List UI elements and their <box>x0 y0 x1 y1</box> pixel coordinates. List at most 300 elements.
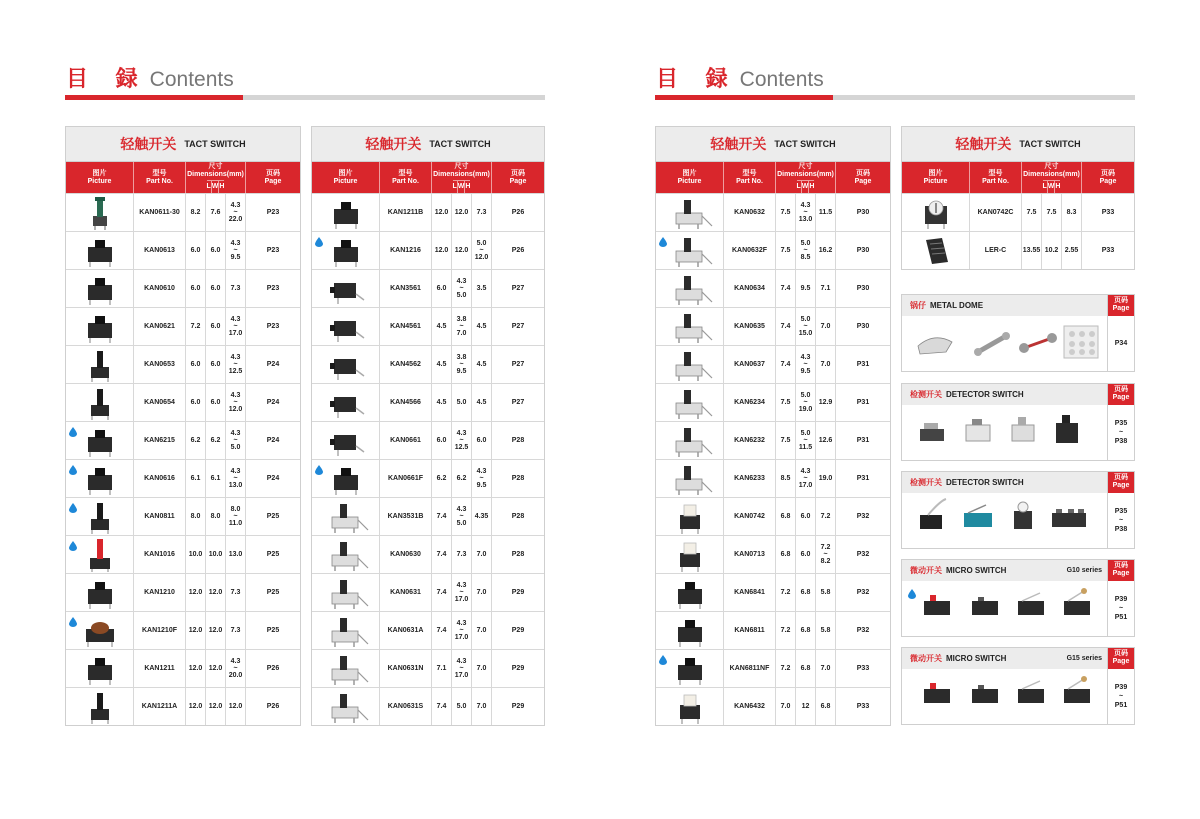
dim-w: 12.0 <box>206 574 226 611</box>
product-picture <box>312 270 380 307</box>
part-number: KAN6811NF <box>724 650 776 687</box>
tact-switch-en: TACT SWITCH <box>184 139 246 149</box>
dim-h-part: 7.3 <box>230 589 241 596</box>
dim-w-part: ~ <box>459 627 464 634</box>
product-picture <box>312 346 380 383</box>
table-row <box>312 535 544 573</box>
dim-h: 19.0 <box>816 460 836 497</box>
page-header-cn: 页码 <box>1101 169 1115 177</box>
product-picture <box>66 422 134 459</box>
dim-w-part: ~ <box>459 323 464 330</box>
dims-header-cn: 尺寸 <box>1044 163 1059 171</box>
dim-w: 8.0 <box>206 498 226 535</box>
bracket-switch-icon <box>316 576 376 612</box>
table-row <box>66 497 300 535</box>
product-picture <box>66 574 134 611</box>
product-picture <box>656 384 724 421</box>
page-number: P23 <box>266 323 280 330</box>
dim-l: 12.0 <box>186 650 206 687</box>
dim-w: 12.0 <box>206 688 226 725</box>
table-row <box>312 193 544 231</box>
dims-header-en: Dimensions(mm) <box>777 171 834 179</box>
product-picture <box>312 688 380 725</box>
dim-w-part: ~ <box>459 665 464 672</box>
part-number: KAN6432 <box>724 688 776 725</box>
page-number: P27 <box>511 361 525 368</box>
dim-h-part: 17.0 <box>228 330 243 337</box>
dim-l: 12.0 <box>186 574 206 611</box>
part-header-cn: 型号 <box>152 169 167 177</box>
dim-w: 7.5 <box>1042 194 1062 231</box>
bracket-switch-icon <box>660 234 720 270</box>
tact-switch-icon <box>316 196 376 232</box>
page-number: P32 <box>856 513 870 520</box>
dim-w: 6.2 <box>206 422 226 459</box>
page-number: P27 <box>511 285 525 292</box>
table-row <box>66 649 300 687</box>
table-column-headers <box>656 162 890 193</box>
part-number: KAN3561 <box>380 270 432 307</box>
product-picture <box>66 270 134 307</box>
dim-h-part: 11.0 <box>228 520 243 527</box>
contents-title-cn: 目 録 <box>656 67 738 92</box>
dim-h-part: ~ <box>233 399 238 406</box>
section-product-images <box>902 405 1107 460</box>
dim-w-part: 5.0 <box>456 520 467 527</box>
product-picture <box>656 308 724 345</box>
section-page-part: ~ <box>1118 517 1124 524</box>
dim-w: 6.0 <box>206 232 226 269</box>
dim-w-part: 4.3 <box>456 506 467 513</box>
dim-w: 6.0 <box>206 346 226 383</box>
dim-w: 6.0 <box>796 536 816 573</box>
dim-w-part: 17.0 <box>798 482 813 489</box>
page-number: P28 <box>511 437 525 444</box>
dim-w-part: ~ <box>459 437 464 444</box>
tact-switch-table-3 <box>655 126 891 726</box>
dim-w-part: 4.3 <box>456 278 467 285</box>
h-header: H <box>219 183 225 191</box>
table-row <box>66 459 300 497</box>
tact-switch-icon <box>660 576 720 612</box>
product-picture <box>656 194 724 231</box>
w-header: W <box>212 181 220 193</box>
section-page-part: ~ <box>1118 429 1124 436</box>
dim-w: 12.0 <box>452 232 472 269</box>
page-number: P31 <box>856 361 870 368</box>
page-number: P33 <box>1101 247 1115 254</box>
page-label-cn: 页码 <box>1114 474 1128 481</box>
dims-header-cn: 尺寸 <box>798 163 813 171</box>
dim-w: 6.8 <box>796 650 816 687</box>
tact-switch-table-1 <box>65 126 301 726</box>
tact-switch-en: TACT SWITCH <box>774 139 836 149</box>
dim-h-part: ~ <box>233 665 238 672</box>
contents-title-left <box>66 62 234 90</box>
dim-l: 6.0 <box>186 232 206 269</box>
product-picture <box>66 194 134 231</box>
dim-h: 7.0 <box>816 308 836 345</box>
dim-h-part: 4.3 <box>230 316 241 323</box>
page-number: P32 <box>856 551 870 558</box>
product-picture <box>312 536 380 573</box>
table-row <box>656 345 890 383</box>
page-number: P29 <box>511 589 525 596</box>
dim-h-part: ~ <box>233 247 238 254</box>
bracket-switch-icon <box>316 538 376 574</box>
dim-l: 4.5 <box>432 346 452 383</box>
page-number: P24 <box>266 399 280 406</box>
tact-switch-icon <box>70 272 130 308</box>
picture-header-en: Picture <box>923 177 948 185</box>
dim-l: 12.0 <box>432 194 452 231</box>
part-number: KAN1211 <box>134 650 186 687</box>
part-number: KAN0635 <box>724 308 776 345</box>
l-header: L <box>453 181 458 193</box>
table-row <box>656 193 890 231</box>
dim-l: 8.5 <box>776 460 796 497</box>
dim-w-part: 3.8 <box>456 354 467 361</box>
micro-switch-products <box>906 583 1106 633</box>
rotary-shaft-switch-icon <box>70 196 130 232</box>
part-number: KAN1210F <box>134 612 186 649</box>
detector-switch-products <box>906 407 1106 457</box>
part-number: KAN0631 <box>380 574 432 611</box>
bracket-switch-icon <box>660 272 720 308</box>
page-number: P26 <box>266 665 280 672</box>
dim-w: 12.0 <box>206 612 226 649</box>
product-picture <box>656 270 724 307</box>
page-number: P25 <box>266 589 280 596</box>
bracket-switch-icon <box>660 462 720 498</box>
table-row <box>656 421 890 459</box>
h-header: H <box>1055 183 1061 191</box>
part-number: KAN6811 <box>724 612 776 649</box>
dim-w-part: 5.0 <box>456 399 467 406</box>
dim-w-part: ~ <box>459 285 464 292</box>
page-number: P30 <box>856 323 870 330</box>
part-number: KAN4562 <box>380 346 432 383</box>
dim-w-part: 9.5 <box>800 368 811 375</box>
page-number: P30 <box>856 209 870 216</box>
product-picture <box>656 536 724 573</box>
product-picture <box>66 384 134 421</box>
h-header: H <box>809 183 815 191</box>
dim-w: 10.2 <box>1042 232 1062 269</box>
tall-tact-switch-icon <box>70 500 130 536</box>
part-number: KAN0632F <box>724 232 776 269</box>
product-picture <box>66 498 134 535</box>
micro-switch-products <box>906 671 1106 721</box>
part-number: KAN0631A <box>380 612 432 649</box>
dim-h-part: 7.3 <box>476 209 487 216</box>
dim-w: 7.6 <box>206 194 226 231</box>
page-header-en: Page <box>509 177 527 185</box>
side-switch-icon <box>316 348 376 384</box>
metal-dome-section <box>901 294 1135 372</box>
section-product-images <box>902 316 1107 371</box>
dim-h-part: 12.0 <box>228 406 243 413</box>
page-number: P24 <box>266 437 280 444</box>
tact-switch-en: TACT SWITCH <box>429 139 491 149</box>
dim-h-part: 5.0 <box>230 444 241 451</box>
dim-h-part: 4.3 <box>230 202 241 209</box>
page-label-en: Page <box>1112 482 1130 489</box>
table-row <box>312 421 544 459</box>
dim-l: 7.2 <box>776 650 796 687</box>
product-picture <box>312 460 380 497</box>
dim-h: 7.0 <box>816 346 836 383</box>
page-header-en: Page <box>1099 177 1117 185</box>
contents-title-en: Contents <box>739 68 824 91</box>
table-row <box>66 383 300 421</box>
page-label-en: Page <box>1112 305 1130 312</box>
dim-h-part: 8.0 <box>230 506 241 513</box>
part-number: KAN0613 <box>134 232 186 269</box>
product-picture <box>312 384 380 421</box>
dim-h-part: 6.8 <box>820 703 831 710</box>
picture-header-cn: 图片 <box>92 169 107 177</box>
product-picture <box>656 498 724 535</box>
bracket-switch-icon <box>660 424 720 460</box>
section-page-part: P34 <box>1114 340 1128 347</box>
section-product-images <box>902 581 1107 636</box>
dim-h-part: 7.0 <box>820 665 831 672</box>
table-row <box>312 497 544 535</box>
page-number: P26 <box>511 247 525 254</box>
dim-l: 12.0 <box>186 612 206 649</box>
led-switch-icon <box>660 500 720 536</box>
table-row <box>312 459 544 497</box>
tact-switch-icon <box>70 462 130 498</box>
table-row <box>66 421 300 459</box>
page-label-en: Page <box>1112 658 1130 665</box>
page-label-en: Page <box>1112 570 1130 577</box>
dim-h-part: 4.3 <box>230 658 241 665</box>
dim-w-part: 5.0 <box>800 392 811 399</box>
tact-switch-en: TACT SWITCH <box>1019 139 1081 149</box>
table-row <box>656 535 890 573</box>
table-row <box>656 497 890 535</box>
dim-h: 16.2 <box>816 232 836 269</box>
product-picture <box>656 574 724 611</box>
bracket-switch-icon <box>316 500 376 536</box>
page-number: P29 <box>511 703 525 710</box>
table-row <box>902 231 1134 269</box>
dim-h: 6.0 <box>472 422 492 459</box>
section-header <box>902 648 1134 669</box>
section-page-part: P51 <box>1114 614 1128 621</box>
page-number: P28 <box>511 475 525 482</box>
dim-l: 12.0 <box>186 688 206 725</box>
dim-l: 6.8 <box>776 498 796 535</box>
section-page-column <box>1107 648 1134 724</box>
part-number: KAN0654 <box>134 384 186 421</box>
dim-w-part: 5.0 <box>800 240 811 247</box>
side-switch-icon <box>316 424 376 460</box>
dim-l: 7.4 <box>432 498 452 535</box>
picture-header-en: Picture <box>677 177 702 185</box>
part-number: KAN1210 <box>134 574 186 611</box>
table-header-band <box>902 127 1134 162</box>
table-row <box>656 231 890 269</box>
dim-w-part: 4.3 <box>800 354 811 361</box>
page-header-cn: 页码 <box>511 169 525 177</box>
part-number: KAN6234 <box>724 384 776 421</box>
product-picture <box>66 612 134 649</box>
bracket-switch-icon <box>660 348 720 384</box>
tact-switch-table-4 <box>901 126 1135 270</box>
part-number: KAN0811 <box>134 498 186 535</box>
page-number: P23 <box>266 247 280 254</box>
section-title-en: DETECTOR SWITCH <box>946 478 1024 487</box>
tact-switch-icon <box>660 652 720 688</box>
contents-title-cn: 目 録 <box>66 67 148 92</box>
dim-w: 6.8 <box>796 612 816 649</box>
w-header: W <box>458 181 466 193</box>
dim-l: 6.0 <box>186 346 206 383</box>
table-row <box>312 687 544 725</box>
dim-h-part: 4.3 <box>230 430 241 437</box>
picture-header-en: Picture <box>87 177 112 185</box>
dim-w-part: 5.0 <box>456 292 467 299</box>
product-picture <box>312 194 380 231</box>
led-switch-icon <box>660 538 720 574</box>
product-picture <box>66 650 134 687</box>
section-header <box>902 384 1134 405</box>
dim-l: 7.5 <box>1022 194 1042 231</box>
detector-switch-section-1 <box>901 383 1135 461</box>
part-number: KAN0630 <box>380 536 432 573</box>
section-header <box>902 295 1134 316</box>
page-number: P29 <box>511 665 525 672</box>
product-picture <box>66 308 134 345</box>
dim-l: 7.4 <box>776 270 796 307</box>
dim-w: 6.8 <box>796 574 816 611</box>
table-row <box>312 383 544 421</box>
dim-h: 4.5 <box>472 308 492 345</box>
dim-l: 6.8 <box>776 536 796 573</box>
l-header: L <box>207 181 212 193</box>
dim-h-part: ~ <box>233 513 238 520</box>
part-header-en: Part No. <box>736 177 763 185</box>
dim-w: 10.0 <box>206 536 226 573</box>
product-picture <box>656 460 724 497</box>
dim-h: 4.5 <box>472 384 492 421</box>
part-header-cn: 型号 <box>742 169 757 177</box>
dim-l: 6.2 <box>186 422 206 459</box>
table-row <box>66 193 300 231</box>
dim-h-part: 7.3 <box>230 285 241 292</box>
page-label-cn: 页码 <box>1114 386 1128 393</box>
dim-h-part: 13.0 <box>228 551 243 558</box>
table-row <box>656 611 890 649</box>
section-title-en: MICRO SWITCH <box>946 654 1007 663</box>
dim-w-part: ~ <box>459 589 464 596</box>
product-picture <box>312 650 380 687</box>
tall-tact-switch-icon <box>70 690 130 726</box>
dims-header-cn: 尺寸 <box>208 163 223 171</box>
page-number: P23 <box>266 285 280 292</box>
dim-w-part: 4.3 <box>800 468 811 475</box>
dim-l: 7.2 <box>776 612 796 649</box>
table-row <box>312 611 544 649</box>
dim-l: 4.5 <box>432 384 452 421</box>
page-header-cn: 页码 <box>266 169 280 177</box>
dim-l: 7.4 <box>432 612 452 649</box>
section-page-column <box>1107 560 1134 636</box>
title-rule-right <box>655 95 1135 100</box>
page-number: P25 <box>266 513 280 520</box>
product-picture <box>66 688 134 725</box>
picture-header-cn: 图片 <box>928 169 943 177</box>
micro-switch-g15-section <box>901 647 1135 725</box>
section-page-part: P35 <box>1114 508 1128 515</box>
picture-header-cn: 图片 <box>338 169 353 177</box>
table-header-band <box>66 127 300 162</box>
product-picture <box>656 612 724 649</box>
title-rule-left <box>65 95 545 100</box>
dim-h-part: 4.3 <box>476 468 487 475</box>
section-product-images <box>902 669 1107 724</box>
dim-h-part: 7.1 <box>820 285 831 292</box>
dim-w-part: ~ <box>803 437 808 444</box>
dim-w-part: 17.0 <box>454 634 469 641</box>
dim-h-part: 7.2 <box>820 544 831 551</box>
dim-h: 11.5 <box>816 194 836 231</box>
table-row <box>656 687 890 725</box>
dim-w-part: ~ <box>803 209 808 216</box>
dim-h-part: ~ <box>823 551 828 558</box>
dim-h-part: 7.3 <box>230 627 241 634</box>
product-picture <box>656 422 724 459</box>
dim-w-part: ~ <box>459 513 464 520</box>
tact-switch-icon <box>70 424 130 460</box>
dim-w-part: 4.3 <box>800 202 811 209</box>
page-number: P28 <box>511 513 525 520</box>
table-row <box>66 345 300 383</box>
product-picture <box>66 346 134 383</box>
page-header-en: Page <box>854 177 872 185</box>
page-number: P32 <box>856 627 870 634</box>
part-number: KAN1216 <box>380 232 432 269</box>
section-page-part: P38 <box>1114 526 1128 533</box>
dim-w: 6.1 <box>206 460 226 497</box>
table-row <box>656 573 890 611</box>
section-page-part: P39 <box>1114 684 1128 691</box>
product-picture <box>902 194 970 231</box>
dim-l: 7.2 <box>776 574 796 611</box>
dim-w-part: ~ <box>459 361 464 368</box>
dim-l: 10.0 <box>186 536 206 573</box>
dim-h-part: 8.2 <box>820 558 831 565</box>
page-header-cn: 页码 <box>856 169 870 177</box>
part-number: KAN0661 <box>380 422 432 459</box>
bracket-switch-icon <box>660 386 720 422</box>
part-number: KAN0632 <box>724 194 776 231</box>
dim-w-part: ~ <box>803 399 808 406</box>
dim-w-part: 4.3 <box>456 620 467 627</box>
dim-l: 8.0 <box>186 498 206 535</box>
page-number: P24 <box>266 475 280 482</box>
dim-w-part: 13.0 <box>798 216 813 223</box>
dim-h: 3.5 <box>472 270 492 307</box>
dim-l: 6.0 <box>186 270 206 307</box>
brown-cap-switch-icon <box>70 614 130 650</box>
section-title-cn: 微动开关 <box>910 654 942 663</box>
part-header-en: Part No. <box>392 177 419 185</box>
dim-l: 7.1 <box>432 650 452 687</box>
